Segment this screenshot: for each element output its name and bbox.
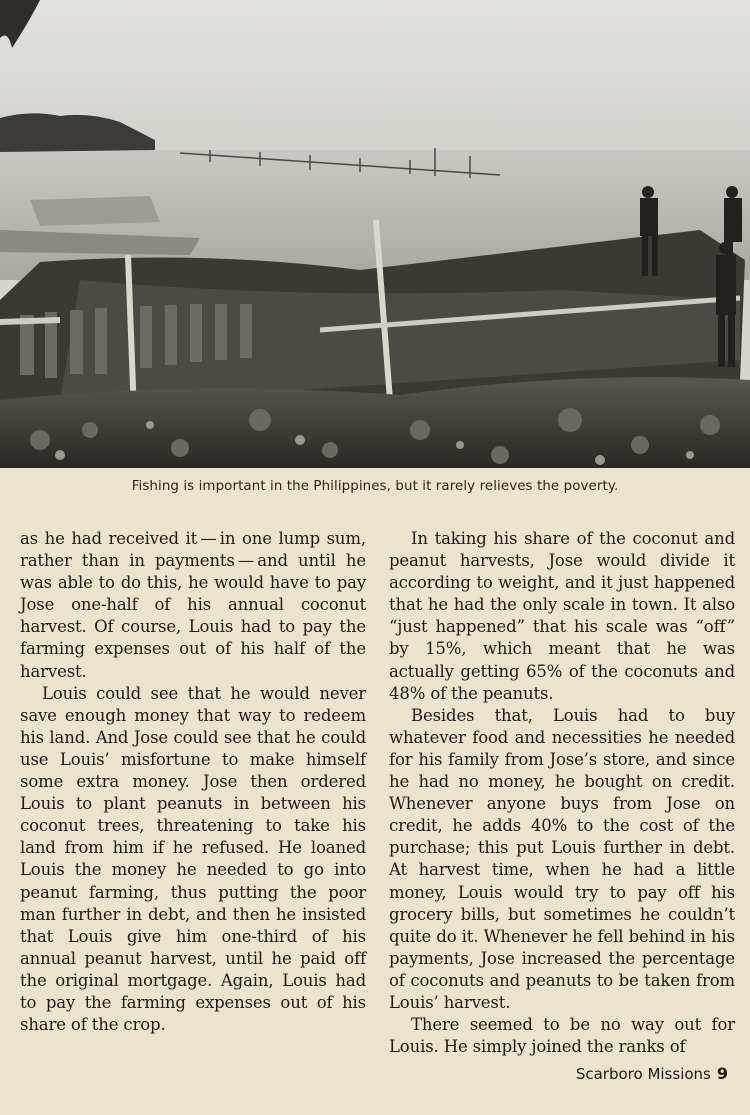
article-body [0,528,750,1058]
paragraph: In taking his share of the coconut and peanut harvests, Jose would divide it according to weight, and it just happened that he had the only scale in town. It also “just happened” that his scale was “off” by 15%, which meant that he was actually getting 65% of the coconuts and 48% of the peanuts. [389,529,735,703]
paragraph: as he had received it — in one lump sum, rather than in payments — and until he was able to do this, he would have to pay Jose one-half of his annual coconut harvest. Of course, Louis had to pay the farming expenses out of his half of the harvest. [20,529,366,681]
page-number: 9 [716,1064,728,1083]
photo [0,0,750,468]
page-footer [576,1064,728,1083]
paragraph: Besides that, Louis had to buy whatever food and necessities he needed for his family from Jose’s store, and since he had no money, he bought on credit. Whenever anyone buys from Jose on credit, he adds 40% to the cost of the purchase; this put Louis further in debt. At harvest time, when he had a little money, Louis would try to pay off his grocery bills, but sometimes he couldn’t quite do it. Whenever he fell behind in his payments, Jose increased the percentage of coconuts and peanuts to be taken from Louis’ harvest. [389,705,735,1012]
publication-name: Scarboro Missions [575,1065,711,1083]
left-column [20,528,366,1036]
paragraph: Louis could see that he would never save enough money that way to redeem his land. And Jose could see that he could use Louis’ misfortune to make himself some extra money. Jose then ordered Louis to plant peanuts in between his coconut trees, threatening to take his land from him if he refused. He loaned Louis the money he needed to go into peanut farming, thus putting the poor man further in debt, and then he insisted that Louis give him one-third of his annual peanut harvest, until he paid off the original mortgage. Again, Louis had to pay the farming expenses out of his share of the crop. [20,683,366,1035]
paragraph: There seemed to be no way out for Louis. He simply joined the ranks of [389,1015,735,1057]
right-column [389,528,735,1058]
beach-fishing-photo-icon [0,0,750,468]
photo-caption: Fishing is important in the Philippines, but it rarely relieves the poverty. [131,479,619,494]
